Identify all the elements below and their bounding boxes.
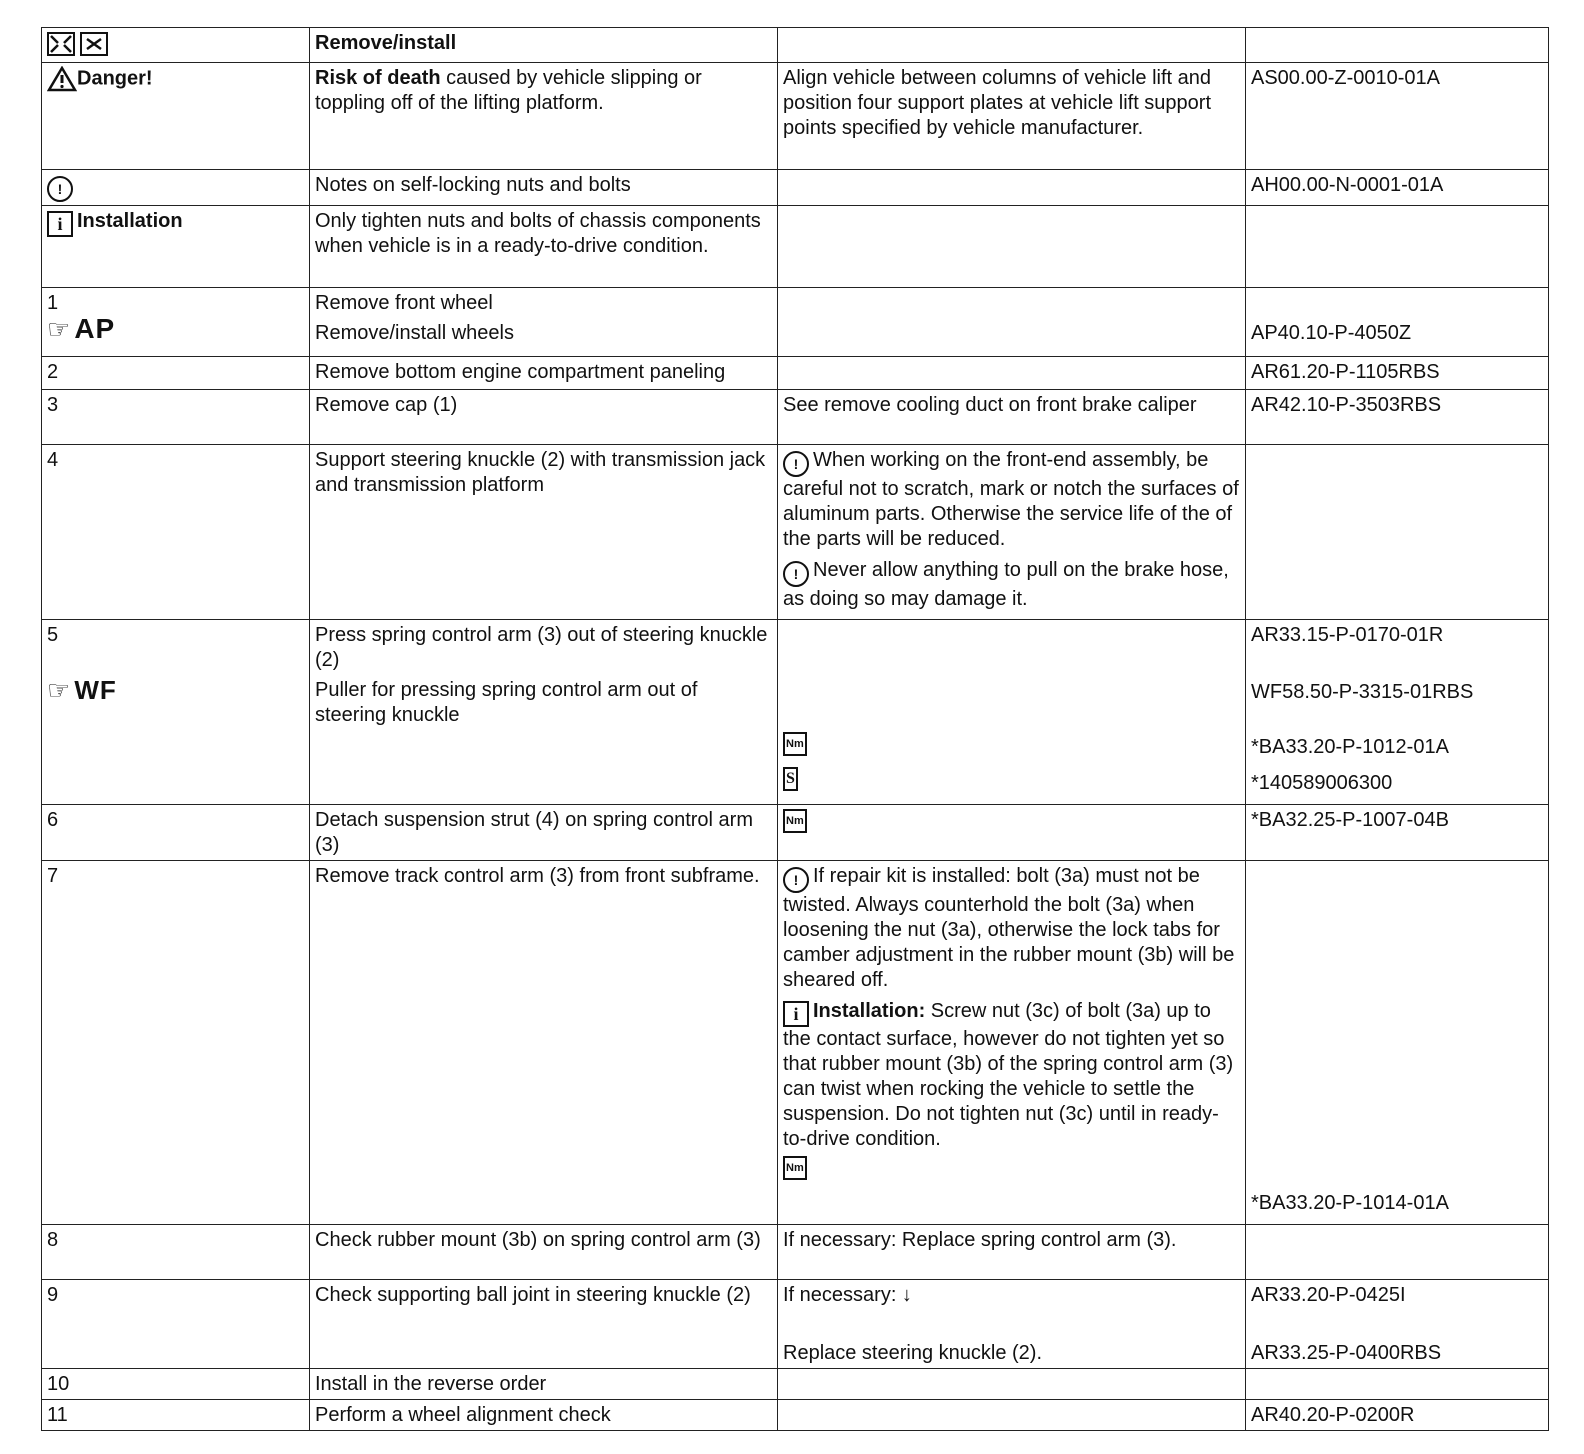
step-row-2 (42, 357, 1549, 390)
danger-label-cell (42, 63, 310, 170)
step-7-install-bold: Installation: (813, 1000, 926, 1022)
step-1-text: Remove front wheel (315, 292, 493, 314)
step-6-note-cell (778, 805, 1246, 861)
step-11-ref: AR40.20-P-0200R (1246, 1400, 1549, 1431)
installation-empty-3 (778, 206, 1246, 288)
header-empty-3 (778, 28, 1246, 63)
notice-icon: ! (47, 176, 73, 202)
step-row-10 (42, 1369, 1549, 1400)
warning-triangle-icon (47, 66, 77, 92)
installation-label: Installation (77, 210, 183, 232)
step-7-note-1-block (783, 864, 1240, 993)
step-row-6 (42, 805, 1549, 861)
danger-risk-cell (310, 63, 778, 170)
step-9-note-1: If necessary: ↓ (783, 1284, 912, 1306)
step-1-text-cell (310, 288, 778, 357)
installation-empty-4 (1246, 206, 1549, 288)
step-7-install-block (783, 999, 1240, 1152)
step-2-ref: AR61.20-P-1105RBS (1246, 357, 1549, 390)
step-6-text: Detach suspension strut (4) on spring control arm (3) (310, 805, 778, 861)
step-1-sub-text: Remove/install wheels (315, 322, 514, 344)
notes-text: Notes on self-locking nuts and bolts (310, 170, 778, 206)
step-6-num: 6 (42, 805, 310, 861)
step-row-11 (42, 1400, 1549, 1431)
step-row-1 (42, 288, 1549, 357)
step-row-3 (42, 390, 1549, 445)
step-7-text: Remove track control arm (3) from front subframe. (310, 861, 778, 1225)
step-11-note (778, 1400, 1246, 1431)
step-9-num: 9 (42, 1280, 310, 1369)
step-1-sub-label: AP (74, 313, 116, 344)
step-1-note (778, 288, 1246, 357)
step-3-num: 3 (42, 390, 310, 445)
step-1-num: 1 (47, 292, 59, 314)
step-11-num: 11 (42, 1400, 310, 1431)
step-3-note: See remove cooling duct on front brake caliper (778, 390, 1246, 445)
step-1-ref-cell (1246, 288, 1549, 357)
step-9-text: Check supporting ball joint in steering knuckle (2) (310, 1280, 778, 1369)
notes-empty (778, 170, 1246, 206)
procedure-table (41, 27, 1549, 1431)
step-7-num: 7 (42, 861, 310, 1225)
torque-nm-icon: Nm (783, 1156, 807, 1180)
step-2-text: Remove bottom engine compartment paneling (310, 357, 778, 390)
step-4-note-cell (778, 445, 1246, 620)
danger-risk-bold: Risk of death (315, 67, 441, 89)
step-9-ref-cell (1246, 1280, 1549, 1369)
step-6-ref: *BA32.25-P-1007-04B (1246, 805, 1549, 861)
step-9-note-2: Replace steering knuckle (2). (783, 1342, 1043, 1364)
step-2-note (778, 357, 1246, 390)
step-9-note-cell (778, 1280, 1246, 1369)
step-8-ref (1246, 1225, 1549, 1280)
step-8-text: Check rubber mount (3b) on spring control arm (3) (310, 1225, 778, 1280)
header-row (42, 28, 1549, 63)
step-5-sub-text: Puller for pressing spring control arm out of steering knuckle (315, 679, 698, 726)
step-5-text-cell (310, 620, 778, 805)
remove-install-icon (47, 32, 109, 56)
step-4-num: 4 (42, 445, 310, 620)
step-8-note: If necessary: Replace spring control arm (3). (778, 1225, 1246, 1280)
step-row-5 (42, 620, 1549, 805)
step-5-note-cell (778, 620, 1246, 805)
step-10-ref (1246, 1369, 1549, 1400)
step-1-ref: AP40.10-P-4050Z (1251, 322, 1412, 344)
danger-label: Danger! (77, 67, 153, 90)
installation-text: Only tighten nuts and bolts of chassis components when vehicle is in a ready-to-drive condition. (310, 206, 778, 288)
step-1-num-cell (42, 288, 310, 357)
step-4-note-2: Never allow anything to pull on the brake hose, as doing so may damage it. (783, 559, 1229, 610)
header-icons-cell (42, 28, 310, 63)
step-5-tool-ref: *140589006300 (1251, 772, 1393, 794)
step-3-ref: AR42.10-P-3503RBS (1246, 390, 1549, 445)
step-5-sub-ref: WF58.50-P-3315-01RBS (1251, 681, 1474, 703)
step-row-9 (42, 1280, 1549, 1369)
step-4-note-1: When working on the front-end assembly, be careful not to scratch, mark or notch the surfaces of aluminum parts. Otherwise the service life of the of the parts will be reduced. (783, 449, 1239, 550)
danger-note: Align vehicle between columns of vehicle lift and position four support plates at vehicle lift support points specified by vehicle manufacturer. (778, 63, 1246, 170)
step-3-text: Remove cap (1) (310, 390, 778, 445)
step-5-ref: AR33.15-P-0170-01R (1251, 624, 1444, 646)
step-row-4 (42, 445, 1549, 620)
danger-risk-text: caused by vehicle slipping or toppling off of the lifting platform. (315, 67, 702, 114)
step-11-text: Perform a wheel alignment check (310, 1400, 778, 1431)
step-5-text: Press spring control arm (3) out of steering knuckle (2) (315, 624, 768, 671)
notes-icon-cell (42, 170, 310, 206)
step-5-sub-label: WF (74, 675, 117, 705)
step-4-note-1-block (783, 448, 1240, 552)
info-icon: i (783, 1001, 809, 1027)
header-empty-4 (1246, 28, 1549, 63)
step-7-note-1: If repair kit is installed: bolt (3a) must not be twisted. Always counterhold the bolt (3a) when loosening the nut (3a), otherwise the lock tabs for camber adjustment in the rubber mount (3b) will be sheared off. (783, 865, 1235, 991)
step-4-ref (1246, 445, 1549, 620)
step-5-nm-ref: *BA33.20-P-1012-01A (1251, 736, 1449, 758)
danger-ref: AS00.00-Z-0010-01A (1246, 63, 1549, 170)
step-4-text: Support steering knuckle (2) with transmission jack and transmission platform (310, 445, 778, 620)
info-icon: i (47, 211, 73, 237)
header-title: Remove/install (310, 28, 778, 63)
step-row-8 (42, 1225, 1549, 1280)
notes-row (42, 170, 1549, 206)
pointing-hand-icon: ☞ (47, 675, 71, 705)
notes-ref: AH00.00-N-0001-01A (1246, 170, 1549, 206)
step-5-ref-cell (1246, 620, 1549, 805)
torque-nm-icon: Nm (783, 732, 807, 756)
step-10-note (778, 1369, 1246, 1400)
step-7-ref-cell (1246, 861, 1549, 1225)
notice-icon: ! (783, 451, 809, 477)
step-7-install-text: Screw nut (3c) of bolt (3a) up to the contact surface, however do not tighten yet so that rubber mount (3b) of the spring control arm (3) can twist when rocking the vehicle to settle the suspension. Do not tighten nut (3c) until in ready-to-drive condition. (783, 1000, 1234, 1150)
step-7-note-cell (778, 861, 1246, 1225)
step-row-7 (42, 861, 1549, 1225)
danger-row (42, 63, 1549, 170)
installation-row (42, 206, 1549, 288)
step-9-ref-2: AR33.25-P-0400RBS (1251, 1342, 1442, 1364)
step-2-num: 2 (42, 357, 310, 390)
step-10-text: Install in the reverse order (310, 1369, 778, 1400)
step-4-note-2-block (783, 558, 1240, 612)
installation-label-cell (42, 206, 310, 288)
step-5-num-cell (42, 620, 310, 805)
step-10-num: 10 (42, 1369, 310, 1400)
torque-nm-icon: Nm (783, 809, 807, 833)
step-5-num: 5 (47, 624, 59, 646)
pointing-hand-icon: ☞ (47, 314, 71, 344)
special-tool-icon: S (783, 767, 798, 791)
step-8-num: 8 (42, 1225, 310, 1280)
notice-icon: ! (783, 867, 809, 893)
notice-icon: ! (783, 561, 809, 587)
step-7-ref: *BA33.20-P-1014-01A (1251, 1192, 1449, 1214)
step-9-ref-1: AR33.20-P-0425I (1251, 1284, 1406, 1306)
